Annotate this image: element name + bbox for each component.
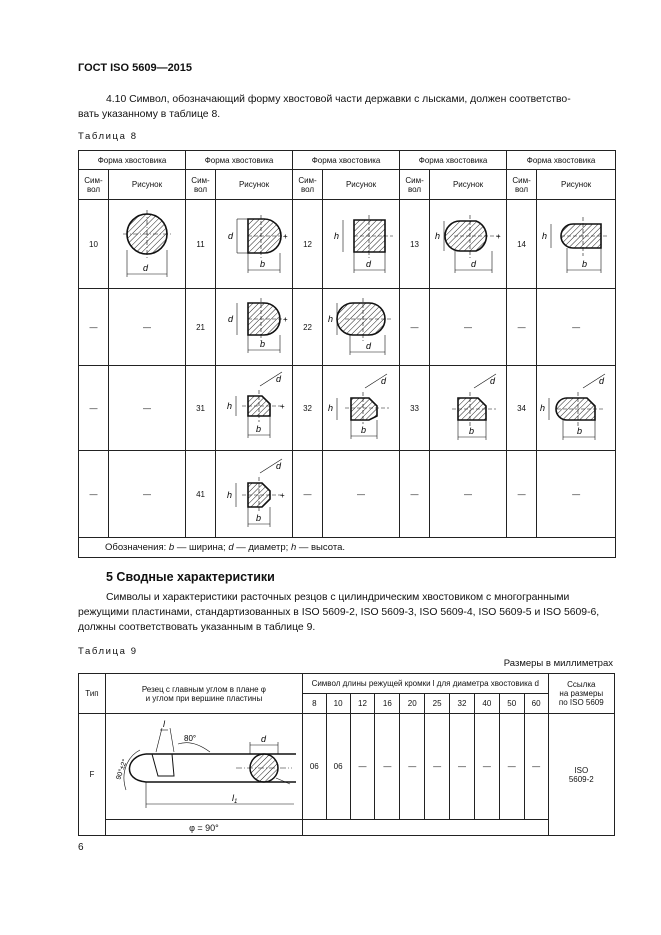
label-d: d	[599, 376, 605, 386]
diameter-cell: 60	[524, 694, 548, 714]
figure-shank-22	[323, 289, 400, 366]
value-cell: —	[375, 714, 400, 820]
label-d: d	[143, 263, 149, 273]
section-5-line-2: режущими пластинами, стандартизованных в ISO 5609-2, ISO 5609-3, ISO 5609-4, ISO 5609-5 и ISO 5609-6,	[78, 607, 600, 618]
pic-header: Рисунок	[430, 170, 507, 200]
col-ref-header: Ссылка на размеры по ISO 5609	[548, 674, 614, 714]
symbol-11: 11	[186, 200, 216, 289]
value-cell: —	[524, 714, 548, 820]
sym-header: Сим- вол	[293, 170, 323, 200]
table-row	[79, 200, 616, 289]
label-b: b	[260, 339, 266, 349]
figure-shank-11	[216, 200, 293, 289]
intro-line-1: 4.10 Символ, обозначающий форму хвостовой части державки с лысками, должен соответство-	[106, 94, 571, 105]
label-h: h	[435, 231, 441, 241]
label-h: h	[334, 231, 340, 241]
label-d: d	[471, 259, 477, 269]
value-cell: —	[474, 714, 499, 820]
group-header-3: Форма хвостовика	[293, 151, 400, 170]
pic-header: Рисунок	[109, 170, 186, 200]
empty-figure: —	[109, 289, 186, 366]
figure-shank-14	[537, 200, 616, 289]
table8-caption: Таблица 8	[78, 131, 138, 142]
label-h: h	[227, 490, 233, 500]
label-h: h	[540, 403, 546, 413]
iso-reference: ISO 5609-2	[548, 714, 614, 836]
label-b: b	[256, 424, 262, 434]
figure-shank-41	[216, 451, 293, 538]
symbol-13: 13	[400, 200, 430, 289]
sym-header: Сим- вол	[79, 170, 109, 200]
figure-shank-13	[430, 200, 507, 289]
table-row	[79, 714, 615, 820]
empty-symbol: —	[79, 366, 109, 451]
svg-text:+: +	[283, 315, 288, 324]
diameter-cell: 25	[425, 694, 450, 714]
diameter-cell: 20	[400, 694, 425, 714]
table-row	[79, 366, 616, 451]
label-b: b	[582, 259, 588, 269]
value-cell: 06	[302, 714, 326, 820]
symbol-21: 21	[186, 289, 216, 366]
col-type-header: Тип	[79, 674, 106, 714]
empty-symbol: —	[400, 451, 430, 538]
table-row	[79, 451, 616, 538]
svg-text:+: +	[283, 232, 288, 241]
intro-line-2: вать указанному в таблице 8.	[78, 109, 221, 120]
section-5-title: 5 Сводные характеристики	[106, 570, 275, 584]
label-b: b	[256, 513, 262, 523]
pic-header: Рисунок	[537, 170, 616, 200]
symbol-32: 32	[293, 366, 323, 451]
sym-header: Сим- вол	[400, 170, 430, 200]
value-cell: —	[400, 714, 425, 820]
diameter-cell: 8	[302, 694, 326, 714]
symbol-41: 41	[186, 451, 216, 538]
empty-symbol: —	[400, 289, 430, 366]
diameter-cell: 50	[499, 694, 524, 714]
figure-shank-32	[323, 366, 400, 451]
value-cell: 06	[326, 714, 350, 820]
label-l: l	[162, 719, 165, 729]
label-d: d	[366, 341, 372, 351]
figure-boring-cutter	[105, 714, 302, 820]
diameter-cell: 16	[375, 694, 400, 714]
sym-header: Сим- вол	[186, 170, 216, 200]
col-cutter-header: Резец с главным углом в плане φ и углом при вершине пластины	[105, 674, 302, 714]
label-b: b	[577, 426, 583, 436]
empty-symbol: —	[293, 451, 323, 538]
group-header-2: Форма хвостовика	[186, 151, 293, 170]
label-b: b	[361, 425, 367, 435]
table-8	[78, 150, 616, 558]
table9-caption: Таблица 9	[78, 646, 138, 657]
label-h: h	[328, 314, 334, 324]
label-d: d	[228, 231, 234, 241]
empty-symbol: —	[507, 289, 537, 366]
empty-figure: —	[109, 451, 186, 538]
label-d: d	[228, 314, 234, 324]
subheader-row	[79, 170, 616, 200]
symbol-22: 22	[293, 289, 323, 366]
sym-header: Сим- вол	[507, 170, 537, 200]
table8-legend: Обозначения: b — ширина; d — диаметр; h — высота.	[79, 538, 616, 558]
empty-symbol: —	[79, 451, 109, 538]
svg-text:+: +	[280, 491, 285, 500]
diameter-cell: 32	[450, 694, 475, 714]
angle-label: φ = 90°	[105, 820, 302, 836]
value-cell: —	[499, 714, 524, 820]
label-h: h	[542, 231, 548, 241]
symbol-12: 12	[293, 200, 323, 289]
group-header-4: Форма хвостовика	[400, 151, 507, 170]
section-5-line-3: должны соответствовать указанным в таблице 9.	[78, 622, 316, 633]
label-90deg: 90°±2°	[115, 758, 130, 781]
figure-shank-31	[216, 366, 293, 451]
symbol-14: 14	[507, 200, 537, 289]
diameter-cell: 10	[326, 694, 350, 714]
type-f: F	[79, 714, 106, 836]
label-d: d	[366, 259, 372, 269]
value-cell: —	[425, 714, 450, 820]
value-cell: —	[350, 714, 375, 820]
empty-symbol: —	[507, 451, 537, 538]
label-d: d	[276, 461, 282, 471]
table-row	[79, 289, 616, 366]
value-cell: —	[450, 714, 475, 820]
label-80deg: 80°	[183, 734, 197, 743]
figure-shank-21	[216, 289, 293, 366]
symbol-33: 33	[400, 366, 430, 451]
diameter-cell: 40	[474, 694, 499, 714]
figure-shank-34	[537, 366, 616, 451]
table-9	[78, 673, 615, 836]
svg-text:+: +	[496, 232, 501, 241]
label-d: d	[276, 374, 282, 384]
label-b: b	[260, 259, 266, 269]
label-l1: $l_1$	[231, 793, 238, 805]
svg-text:+: +	[280, 402, 285, 411]
empty-symbol: —	[79, 289, 109, 366]
label-d: d	[490, 376, 496, 386]
group-header-5: Форма хвостовика	[507, 151, 616, 170]
label-h: h	[328, 403, 334, 413]
label-b: b	[469, 426, 475, 436]
diameter-cell: 12	[350, 694, 375, 714]
figure-shank-33	[430, 366, 507, 451]
empty-figure: —	[537, 451, 616, 538]
figure-shank-12	[323, 200, 400, 289]
empty-figure: —	[430, 289, 507, 366]
label-d: d	[260, 734, 266, 744]
section-5-line-1: Символы и характеристики расточных резцов с цилиндрическим хвостовиком с многогранными	[106, 592, 570, 603]
figure-round-shank	[109, 200, 186, 289]
page-number: 6	[78, 842, 84, 853]
label-h: h	[227, 401, 233, 411]
document-header: ГОСТ ISO 5609—2015	[78, 62, 193, 74]
pic-header: Рисунок	[323, 170, 400, 200]
blank-cell	[302, 820, 548, 836]
symbol-10: 10	[79, 200, 109, 289]
empty-figure: —	[323, 451, 400, 538]
empty-figure: —	[109, 366, 186, 451]
pic-header: Рисунок	[216, 170, 293, 200]
col-symbol-header: Символ длины режущей кромки l для диаметра хвостовика d	[302, 674, 548, 694]
label-d: d	[381, 376, 387, 386]
empty-figure: —	[537, 289, 616, 366]
empty-figure: —	[430, 451, 507, 538]
symbol-34: 34	[507, 366, 537, 451]
units-note: Размеры в миллиметрах	[503, 658, 613, 669]
group-header-1: Форма хвостовика	[79, 151, 186, 170]
symbol-31: 31	[186, 366, 216, 451]
